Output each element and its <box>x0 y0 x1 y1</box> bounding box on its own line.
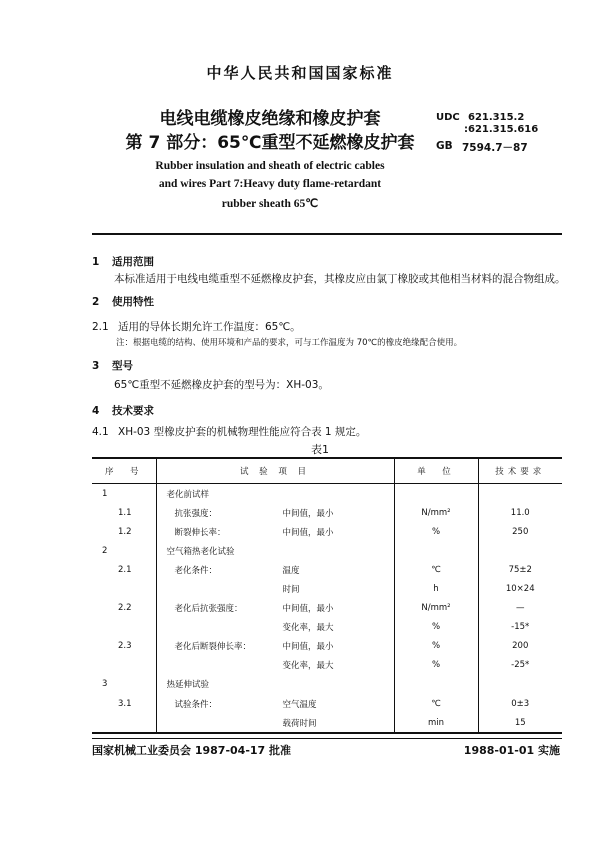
cell-no: 2 <box>102 545 108 556</box>
item-sub: 中间值，最小 <box>282 604 334 615</box>
gb-label: GB <box>436 140 453 152</box>
cell-unit: % <box>394 522 478 541</box>
table-row <box>92 579 562 598</box>
table-caption: 表1 <box>311 443 329 456</box>
item-main: 试验条件： <box>174 699 218 710</box>
header-no: 序 号 <box>92 458 156 484</box>
section-title: 技术要求 <box>112 405 154 417</box>
cell-unit <box>394 675 478 694</box>
cell-no: 2.2 <box>118 603 132 614</box>
cell-unit: min <box>394 713 478 733</box>
section-3-text: 65℃重型不延燃橡皮护套的型号为：XH-03。 <box>114 379 329 391</box>
item-sub: 中间值，最小 <box>282 527 334 538</box>
header-unit: 单 位 <box>394 458 478 484</box>
title-en-line3: rubber sheath 65℃ <box>221 198 319 210</box>
section-3-heading <box>92 358 133 373</box>
clause-number: 4.1 <box>92 426 109 438</box>
section-4-1 <box>92 424 366 439</box>
cell-req: 75±2 <box>478 560 562 579</box>
cell-req: 10×24 <box>478 579 562 598</box>
header-req: 技术要求 <box>478 458 562 484</box>
cell-req: -15* <box>478 618 562 637</box>
title-en-line1: Rubber insulation and sheath of electric cables <box>155 160 385 172</box>
table-row <box>92 503 562 522</box>
cell-item <box>156 503 394 522</box>
cell-no: 2.1 <box>118 564 132 575</box>
cell-req: 250 <box>478 522 562 541</box>
cell-no: 2.3 <box>118 641 132 652</box>
table-header-row <box>92 458 562 484</box>
section-2-heading <box>92 294 154 309</box>
section-1-text: 本标准适用于电线电缆重型不延燃橡皮护套，其橡皮应由氯丁橡胶或其他相当材料的混合物组成。 <box>114 273 566 285</box>
table-row <box>92 618 562 637</box>
cell-item <box>156 675 394 694</box>
section-number: 3 <box>92 360 100 372</box>
standard-header: 中华人民共和国国家标准 <box>206 64 394 82</box>
cell-item <box>156 579 394 598</box>
section-title: 型号 <box>112 360 133 372</box>
item-sub: 时间 <box>282 585 300 596</box>
item-main: 老化前试样 <box>166 489 210 500</box>
cell-no <box>92 713 156 733</box>
cell-item <box>156 694 394 713</box>
cell-req: — <box>478 599 562 618</box>
cell-unit: N/mm² <box>394 503 478 522</box>
table-row <box>92 599 562 618</box>
section-number: 1 <box>92 256 100 268</box>
cell-req: 11.0 <box>478 503 562 522</box>
cell-req <box>478 541 562 560</box>
gb-number: 7594.7－87 <box>462 142 528 154</box>
section-4-heading <box>92 403 154 418</box>
table-row <box>92 694 562 713</box>
table-row <box>92 541 562 560</box>
section-title: 使用特性 <box>112 296 154 308</box>
properties-table <box>92 457 562 734</box>
item-main: 热延伸试验 <box>166 680 210 691</box>
cell-item <box>156 541 394 560</box>
item-main: 断裂伸长率： <box>174 527 226 538</box>
cell-unit: N/mm² <box>394 599 478 618</box>
cell-no <box>92 618 156 637</box>
item-sub: 温度 <box>282 565 300 576</box>
udc-label: UDC <box>436 112 460 123</box>
clause-number: 2.1 <box>92 321 109 333</box>
table-row <box>92 484 562 504</box>
cell-unit: % <box>394 637 478 656</box>
cell-item <box>156 713 394 733</box>
cell-item <box>156 637 394 656</box>
item-main: 老化条件： <box>174 565 218 576</box>
cell-unit: ℃ <box>394 694 478 713</box>
cell-no: 3.1 <box>118 698 132 709</box>
title-cn-line2: 第 7 部分：65℃重型不延燃橡皮护套 <box>125 133 415 153</box>
item-main: 老化后断裂伸长率： <box>174 642 252 653</box>
section-number: 4 <box>92 405 100 417</box>
table-row <box>92 713 562 733</box>
section-title: 适用范围 <box>112 256 154 268</box>
item-sub: 中间值，最小 <box>282 642 334 653</box>
title-cn-line1: 电线电缆橡皮绝缘和橡皮护套 <box>159 109 381 129</box>
table-row <box>92 656 562 675</box>
cell-item <box>156 656 394 675</box>
udc-code-2: :621.315.616 <box>464 124 539 135</box>
cell-req <box>478 484 562 504</box>
item-sub: 变化率，最大 <box>282 623 334 634</box>
cell-no <box>92 656 156 675</box>
cell-no: 1 <box>102 488 108 499</box>
item-sub: 载荷时间 <box>282 718 317 729</box>
cell-req: 200 <box>478 637 562 656</box>
item-sub: 中间值，最小 <box>282 508 334 519</box>
cell-no: 1.1 <box>118 507 132 518</box>
cell-item <box>156 522 394 541</box>
header-item: 试 验 项 目 <box>156 458 394 484</box>
cell-unit: ℃ <box>394 560 478 579</box>
title-en-line2: and wires Part 7:Heavy duty flame-retardant <box>158 178 382 190</box>
cell-req <box>478 675 562 694</box>
cell-unit <box>394 541 478 560</box>
cell-req: 0±3 <box>478 694 562 713</box>
item-main: 空气箱热老化试验 <box>166 546 235 557</box>
approval-text: 国家机械工业委员会 1987-04-17 批准 <box>92 744 292 757</box>
section-1-heading <box>92 254 154 269</box>
section-2-1 <box>92 319 301 334</box>
section-number: 2 <box>92 296 100 308</box>
clause-text: XH-03 型橡皮护套的机械物理性能应符合表 1 规定。 <box>118 426 367 438</box>
header-rule <box>92 233 562 235</box>
cell-no: 3 <box>102 679 108 690</box>
cell-req: -25* <box>478 656 562 675</box>
cell-unit <box>394 484 478 504</box>
cell-req: 15 <box>478 713 562 733</box>
item-main: 抗张强度： <box>174 508 218 519</box>
item-main: 老化后抗张强度： <box>174 604 243 615</box>
cell-item <box>156 560 394 579</box>
table-row <box>92 522 562 541</box>
item-sub: 变化率，最大 <box>282 661 334 672</box>
table-row <box>92 637 562 656</box>
table-row <box>92 675 562 694</box>
item-sub: 空气温度 <box>282 699 317 710</box>
table-row <box>92 560 562 579</box>
cell-item <box>156 484 394 504</box>
cell-unit: % <box>394 618 478 637</box>
cell-no <box>92 579 156 598</box>
effective-date: 1988-01-01 实施 <box>463 744 560 757</box>
cell-no: 1.2 <box>118 526 132 537</box>
cell-unit: % <box>394 656 478 675</box>
section-2-1-note: 注：根据电缆的结构、使用环境和产品的要求，可与工作温度为 70℃的橡皮绝缘配合使用。 <box>116 338 463 348</box>
cell-unit: h <box>394 579 478 598</box>
clause-text: 适用的导体长期允许工作温度：65℃。 <box>118 321 301 333</box>
footer-rule <box>92 738 562 739</box>
cell-item <box>156 618 394 637</box>
udc-code-1: 621.315.2 <box>468 112 525 123</box>
cell-item <box>156 599 394 618</box>
